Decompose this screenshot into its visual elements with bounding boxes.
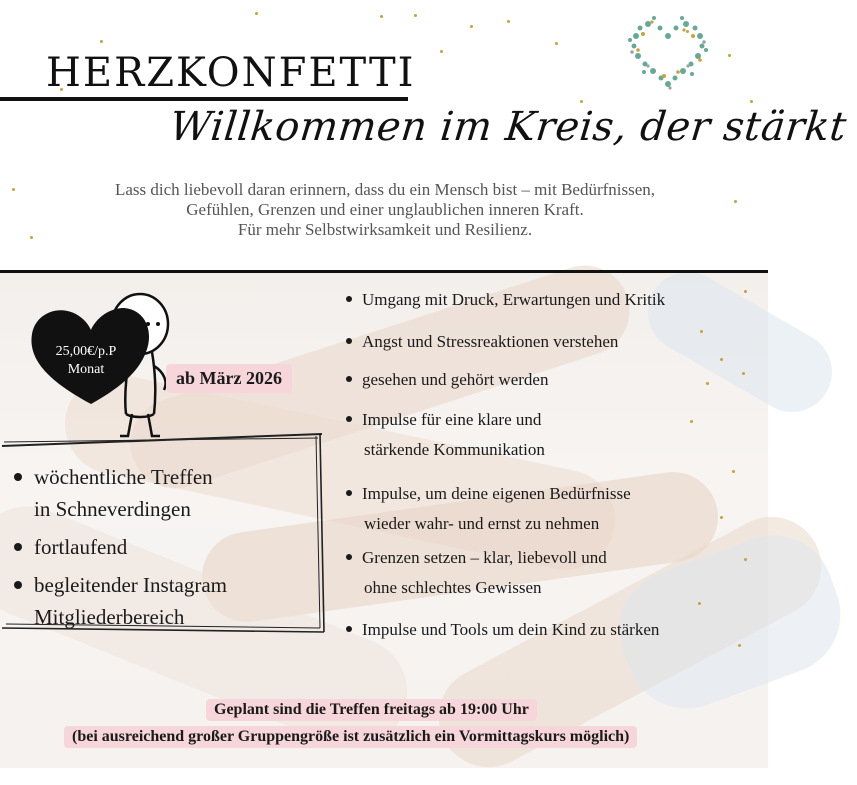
topic-text: Impulse, um deine eigenen Bedürfnisse [362, 484, 631, 503]
topic-text: Impulse und Tools um dein Kind zu stärken [362, 620, 660, 639]
intro-text [40, 180, 730, 240]
list-item [14, 532, 127, 562]
list-item [14, 462, 213, 492]
topic-item-continuation: ohne schlechtes Gewissen [364, 578, 542, 597]
price-amount: 25,00€/p.P [55, 344, 117, 359]
intro-line: Lass dich liebevoll daran erinnern, dass du ein Mensch bist – mit Bedürfnissen, [114, 180, 656, 199]
bullet-icon [14, 543, 22, 551]
topic-item [346, 618, 659, 642]
intro-line: Für mehr Selbstwirksamkeit und Resilienz. [237, 220, 533, 239]
list-item-text: fortlaufend [34, 535, 128, 559]
price-label [32, 343, 140, 379]
list-item-text: begleitender Instagram [34, 573, 227, 597]
topic-text: Grenzen setzen – klar, liebevoll und [362, 548, 607, 567]
start-date-badge: ab März 2026 [166, 364, 292, 393]
schedule-note: Geplant sind die Treffen freitags ab 19:00 Uhr [206, 699, 537, 721]
price-period: Monat [67, 362, 105, 377]
topic-text: Impulse für eine klare und [362, 410, 542, 429]
bullet-icon [346, 490, 352, 496]
bullet-icon [14, 581, 22, 589]
section-divider [0, 270, 768, 273]
page-subtitle: Willkommen im Kreis, der stärkt [167, 104, 849, 150]
topic-item [346, 288, 665, 312]
title-underline [0, 97, 408, 101]
topic-item [346, 408, 541, 432]
morning-course-note: (bei ausreichend großer Gruppengröße ist zusätzlich ein Vormittagskurs möglich) [64, 726, 637, 748]
list-item-text: wöchentliche Treffen [34, 465, 213, 489]
topic-item-continuation: wieder wahr- und ernst zu nehmen [364, 514, 600, 533]
heart-confetti-logo [618, 6, 718, 96]
list-item-continuation: Mitgliederbereich [34, 605, 185, 629]
bullet-icon [14, 473, 22, 481]
bullet-icon [346, 626, 352, 632]
topic-item [346, 368, 548, 392]
topic-item-continuation: stärkende Kommunikation [364, 440, 545, 459]
page-title: HERZKONFETTI [46, 50, 416, 96]
topic-item [346, 546, 607, 570]
list-item-continuation: in Schneverdingen [34, 497, 191, 521]
topic-text: Umgang mit Druck, Erwartungen und Kritik [362, 290, 666, 309]
topic-item [346, 330, 618, 354]
bullet-icon [346, 554, 352, 560]
list-item [14, 570, 227, 600]
intro-line: Gefühlen, Grenzen und einer unglaublichen inneren Kraft. [186, 200, 584, 219]
bullet-icon [346, 376, 352, 382]
topic-text: gesehen und gehört werden [362, 370, 549, 389]
topic-text: Angst und Stressreaktionen verstehen [362, 332, 619, 351]
bullet-icon [346, 416, 352, 422]
topic-item [346, 482, 631, 506]
bullet-icon [346, 296, 352, 302]
bullet-icon [346, 338, 352, 344]
